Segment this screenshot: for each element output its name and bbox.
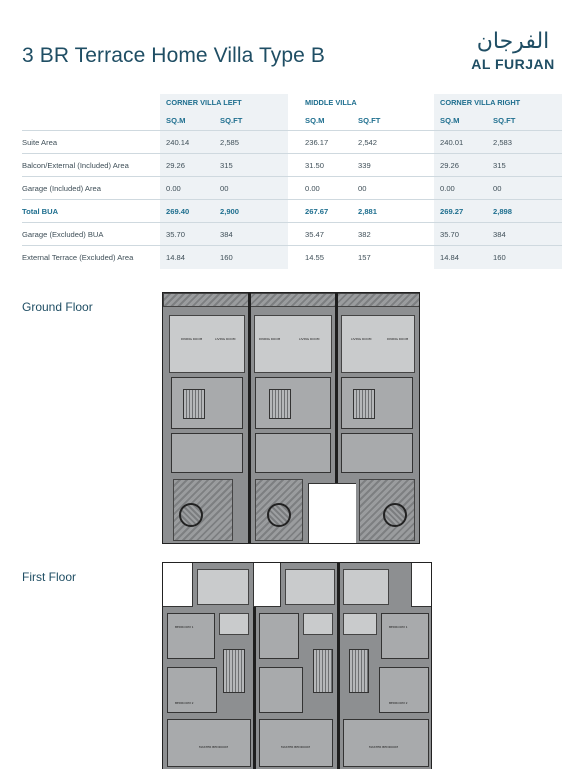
table-cell: 2,898 (493, 206, 513, 216)
table-cell: 339 (358, 160, 371, 170)
row-label: Garage (Included) Area (22, 183, 101, 193)
room-label: DINING ROOM (387, 337, 409, 341)
table-cell: 240.14 (166, 137, 190, 147)
unit-header: SQ.FT (358, 116, 381, 125)
core-middle (255, 377, 331, 429)
table-cell: 2,583 (493, 137, 513, 147)
al-furjan-logo (463, 30, 563, 72)
row-label: Garage (Excluded) BUA (22, 229, 104, 239)
room-label: MASTER BEDROOM (199, 745, 228, 749)
table-cell: 2,900 (220, 206, 240, 216)
table-cell: 31.50 (305, 160, 325, 170)
party-wall (253, 607, 256, 769)
table-cell: 2,585 (220, 137, 240, 147)
balcony-right (343, 569, 389, 605)
dining-living-right (341, 315, 415, 373)
core-right (341, 377, 413, 429)
group-corner-left: CORNER VILLA LEFT (166, 98, 242, 107)
table-row (22, 223, 562, 246)
party-wall (248, 293, 251, 543)
master-bedroom-left (167, 719, 251, 767)
bathroom (343, 613, 377, 635)
room-label: LIVING ROOM (215, 337, 236, 341)
unit-header: SQ.M (440, 116, 460, 125)
kitchen-middle (255, 433, 331, 473)
room-label: BEDROOM 2 (389, 701, 408, 705)
table-cell: 315 (220, 160, 233, 170)
unit-header: SQ.FT (220, 116, 243, 125)
bedroom-middle-bottom (259, 667, 303, 713)
row-label: Suite Area (22, 137, 58, 147)
table-cell: 00 (493, 183, 502, 193)
table-row (22, 177, 562, 200)
table-cell: 0.00 (305, 183, 320, 193)
table-cell: 29.26 (440, 160, 460, 170)
page-title: 3 BR Terrace Home Villa Type B (22, 44, 325, 67)
unit-header: SQ.FT (493, 116, 516, 125)
table-cell: 29.26 (166, 160, 186, 170)
table-cell: 157 (358, 253, 371, 262)
bathroom (219, 613, 249, 635)
logo-english-text: AL FURJAN (471, 56, 555, 72)
table-cell: 00 (358, 183, 367, 193)
open-area (253, 563, 281, 607)
row-label: External Terrace (Excluded) Area (22, 253, 134, 262)
table-cell: 00 (220, 183, 229, 193)
stair-middle (313, 649, 333, 693)
row-label: Total BUA (22, 206, 59, 216)
table-unit-header-row (22, 111, 562, 131)
bedroom-right-bottom (379, 667, 429, 713)
open-area (411, 563, 431, 607)
room-label: LIVING ROOM (351, 337, 372, 341)
bedroom-right-top (381, 613, 429, 659)
stair-right (349, 649, 369, 693)
table-cell: 0.00 (440, 183, 455, 193)
stair-right (353, 389, 375, 419)
stair-left (223, 649, 245, 693)
table-cell: 160 (220, 253, 233, 262)
room-label: MASTER BEDROOM (281, 745, 310, 749)
table-cell: 384 (493, 229, 506, 239)
bedroom-left-bottom (167, 667, 217, 713)
table-cell: 14.84 (440, 253, 460, 262)
table-cell: 2,542 (358, 137, 378, 147)
table-cell: 2,881 (358, 206, 378, 216)
open-area (308, 483, 356, 543)
tree-planter (179, 503, 203, 527)
first-floor-label: First Floor (22, 570, 76, 584)
table-row-total (22, 200, 562, 223)
kitchen-right (341, 433, 413, 473)
master-bedroom-middle (259, 719, 333, 767)
table-cell: 236.17 (305, 137, 329, 147)
room-label: BEDROOM 1 (175, 625, 194, 629)
master-bedroom-right (343, 719, 429, 767)
unit-header: SQ.M (305, 116, 325, 125)
kitchen-left (171, 433, 243, 473)
room-label: DINING ROOM (259, 337, 281, 341)
tree-planter (383, 503, 407, 527)
unit-header: SQ.M (166, 116, 186, 125)
stair-left (183, 389, 205, 419)
table-cell: 269.40 (166, 206, 190, 216)
table-cell: 384 (220, 229, 233, 239)
first-floor-plan (162, 562, 432, 769)
balcony-left (197, 569, 249, 605)
table-cell: 160 (493, 253, 506, 262)
table-cell: 35.47 (305, 229, 325, 239)
table-group-header-row (22, 94, 562, 111)
dining-living-left (169, 315, 245, 373)
table-cell: 267.67 (305, 206, 329, 216)
dining-living-middle (254, 315, 332, 373)
row-label: Balcon/External (Included) Area (22, 160, 129, 170)
roof-strip (163, 293, 420, 307)
bedroom-left-top (167, 613, 215, 659)
table-cell: 382 (358, 229, 371, 239)
bedroom-middle-top (259, 613, 299, 659)
table-cell: 315 (493, 160, 506, 170)
room-label: MASTER BEDROOM (369, 745, 398, 749)
table-cell: 35.70 (440, 229, 460, 239)
stair-middle (269, 389, 291, 419)
room-label: DINING ROOM (181, 337, 203, 341)
group-middle: MIDDLE VILLA (305, 98, 357, 107)
table-row (22, 154, 562, 177)
table-cell: 240.01 (440, 137, 464, 147)
table-cell: 14.55 (305, 253, 325, 262)
ground-floor-plan (162, 292, 420, 544)
logo-arabic-text: الفرجان (476, 29, 550, 54)
table-cell: 35.70 (166, 229, 186, 239)
ground-floor-label: Ground Floor (22, 300, 93, 314)
room-label: BEDROOM 2 (175, 701, 194, 705)
table-row (22, 131, 562, 154)
tree-planter (267, 503, 291, 527)
room-label: LIVING ROOM (299, 337, 320, 341)
area-table (22, 94, 562, 269)
table-cell: 0.00 (166, 183, 181, 193)
balcony-middle (285, 569, 335, 605)
bathroom (303, 613, 333, 635)
table-cell: 14.84 (166, 253, 186, 262)
room-label: BEDROOM 1 (389, 625, 408, 629)
party-wall (337, 563, 340, 769)
core-left (171, 377, 243, 429)
table-cell: 269.27 (440, 206, 464, 216)
table-row (22, 246, 562, 269)
open-area (163, 563, 193, 607)
group-corner-right: CORNER VILLA RIGHT (440, 98, 521, 107)
